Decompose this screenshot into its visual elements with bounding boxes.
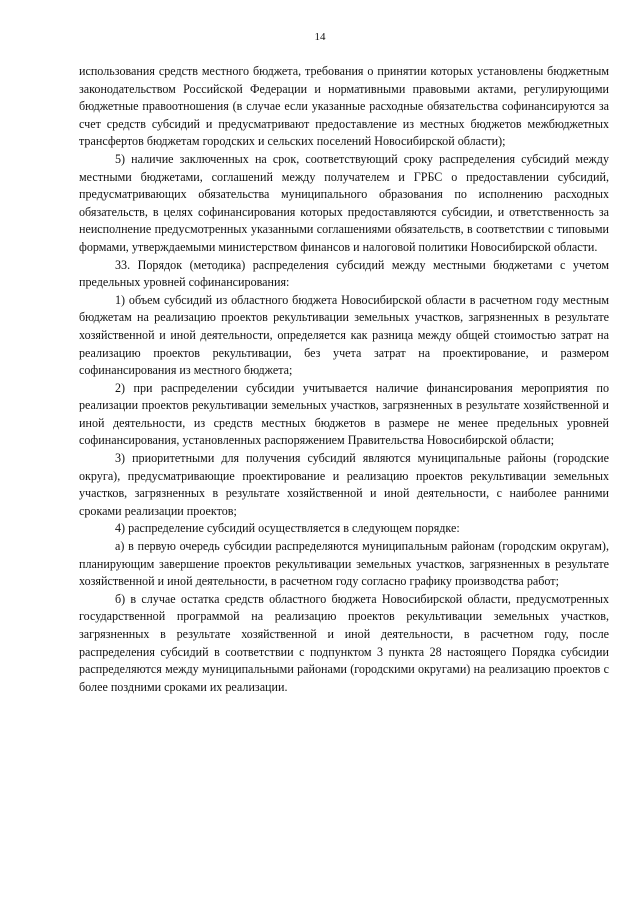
- paragraph-continuation: использования средств местного бюджета, требования о принятии которых установлены бюджетным законодательством Российской Федерации и нормативными правовыми актами, регулирующими бюджетные правоотношения (в случае если указанные расходные обязательства софинансируются за счет средств субсидий и предусматривают предоставление из местных бюджетов межбюджетных трансфертов бюджетам городских и сельских поселений Новосибирской области);: [79, 64, 609, 149]
- paragraph-item-5: 5) наличие заключенных на срок, соответствующий сроку распределения субсидий между местными бюджетами, соглашений между получателем и ГРБС о предоставлении субсидий, предусматривающих обязательства муниципального образования по исполнению расходных обязательств, в целях софинансирования которых предоставляются субсидии, и ответственность за неисполнение предусмотренных указанными соглашениями обязательств, в соответствии с типовыми формами, утверждаемыми министерством финансов и налоговой политики Новосибирской области.: [79, 151, 609, 254]
- document-body: [79, 63, 609, 696]
- paragraph-item-2: 2) при распределении субсидии учитывается наличие финансирования мероприятия по реализации проектов рекультивации земельных участков, загрязненных в результате хозяйственной и иной деятельности, из средств местных бюджетов в размере не менее предельных уровней софинансирования, установленных распоряжением Правительства Новосибирской области;: [79, 380, 609, 448]
- paragraph-item-3: 3) приоритетными для получения субсидий являются муниципальные районы (городские округа), предусматривающие проектирование и реализацию проектов рекультивации земельных участков, загрязненных в результате хозяйственной и иной деятельности, с наиболее ранними сроками реализации проектов;: [79, 451, 609, 518]
- paragraph-subitem-a: а) в первую очередь субсидии распределяются муниципальным районам (городским округам), планирующим завершение проектов рекультивации земельных участков, загрязненных в результате хозяйственной и иной деятельности, в расчетном году согласно графику производства работ;: [79, 539, 609, 589]
- paragraph-item-4: 4) распределение субсидий осуществляется в следующем порядке:: [115, 521, 460, 536]
- page-number: 14: [314, 31, 326, 43]
- paragraph-section-33: 33. Порядок (методика) распределения субсидий между местными бюджетами с учетом предельных уровней софинансирования:: [79, 257, 609, 290]
- paragraph-item-1: 1) объем субсидий из областного бюджета Новосибирской области в расчетном году местным бюджетам на реализацию проектов рекультивации земельных участков, загрязненных в результате хозяйственной и иной деятельности, определяется как разница между общей стоимостью затрат на реализацию проектов рекультивации, без учета затрат на проектирование, и размером софинансирования из местного бюджета;: [79, 292, 609, 378]
- paragraph-subitem-b: б) в случае остатка средств областного бюджета Новосибирской области, предусмотренных государственной программой на реализацию проектов рекультивации земельных участков, загрязненных в результате хозяйственной и иной деятельности, в расчетном году, после распределения субсидий в соответствии с подпунктом 3 пункта 28 настоящего Порядка субсидии распределяются между муниципальными районами (городскими округами) на реализацию проектов с более поздними сроками их реализации.: [79, 591, 609, 694]
